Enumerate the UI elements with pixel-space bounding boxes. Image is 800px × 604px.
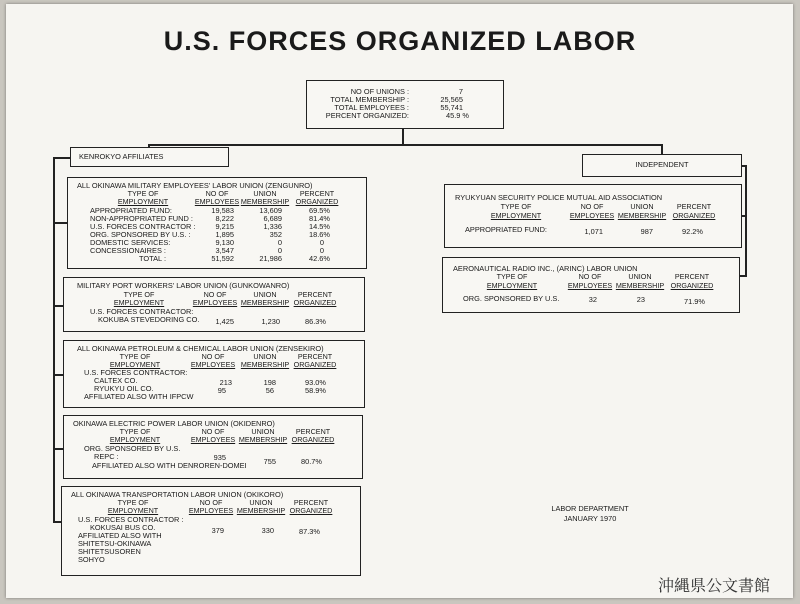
union-name: MILITARY PORT WORKERS' LABOR UNION (GUNKOWANRO) (77, 281, 290, 290)
row-percent: 80.7% (301, 457, 322, 466)
row-employees: 1,895 (215, 230, 234, 239)
row-type: CONCESSIONAIRES : (90, 246, 166, 255)
row-percent: 86.3% (305, 317, 326, 326)
affiliation-note: AFFILIATED ALSO WITH IFPCW (84, 392, 194, 401)
connector-branch-1 (53, 222, 67, 224)
row-percent: 69.5% (309, 206, 330, 215)
row-membership: 755 (263, 457, 276, 466)
row-percent: 18.6% (309, 230, 330, 239)
row-employees: 1,425 (215, 317, 234, 326)
row-type: U.S. FORCES CONTRACTOR: (90, 307, 194, 316)
row-type: RYUKYU OIL CO. (94, 384, 154, 393)
row-employees: 213 (219, 378, 232, 387)
row-membership: 198 (263, 378, 276, 387)
row-type: NON-APPROPRIATED FUND : (90, 214, 193, 223)
row-type: ORG. SPONSORED BY U.S. (463, 294, 560, 303)
row-employees: 3,547 (215, 246, 234, 255)
union-box-zengunro: ALL OKINAWA MILITARY EMPLOYEES' LABOR UNION (ZENGUNRO) TYPE OF EMPLOYMENT NO OF EMPLOYEES UNION MEMBERSHIP PERCENT ORGANIZED APPROPRIATED FUND: 19,583 13,609 69.5% NON-APPROPRIATED FUND : 8,222 6,689 81.4% U.S. FORCES CONTRACTOR : 9,215 1,336 14.5% ORG. SPONSORED BY U.S. : 1,895 352 18.6% DOMESTIC SERVICES: 9,130 0 0 CONCESSIONAIRES : 3,547 0 0 TOTAL : 51,592 21,986 42.6% (67, 177, 367, 269)
row-membership: 987 (640, 227, 653, 236)
row-employees: 9,130 (215, 238, 234, 247)
summary-label: PERCENT ORGANIZED: (325, 111, 409, 120)
row-employees: 51,592 (211, 254, 234, 263)
row-type: KOKUSAI BUS CO. (90, 523, 156, 532)
union-box-gunkowanro: MILITARY PORT WORKERS' LABOR UNION (GUNKOWANRO) TYPE OF EMPLOYMENT NO OF EMPLOYEES UNION MEMBERSHIP PERCENT ORGANIZED U.S. FORCES CONTRACTOR: KOKUBA STEVEDORING CO. 1,425 1,230 86.3% (63, 277, 365, 332)
row-percent: 58.9% (305, 386, 326, 395)
row-membership: 56 (265, 386, 274, 395)
connector-right-down (661, 144, 663, 154)
page-title: U.S. FORCES ORGANIZED LABOR (163, 26, 637, 56)
union-name: OKINAWA ELECTRIC POWER LABOR UNION (OKIDENRO) (73, 419, 275, 428)
summary-value: 7 (458, 87, 463, 96)
row-type: U.S. FORCES CONTRACTOR : (90, 222, 196, 231)
union-name: RYUKYUAN SECURITY POLICE MUTUAL AID ASSOCIATION (455, 193, 663, 202)
row-percent: 92.2% (682, 227, 703, 236)
row-type: ORG. SPONSORED BY U.S. (84, 444, 181, 453)
connector-kenrokyo-trunk (53, 157, 55, 522)
row-employees: 95 (217, 386, 226, 395)
union-name: ALL OKINAWA PETROLEUM & CHEMICAL LABOR UNION (ZENSEKIRO) (77, 344, 324, 353)
row-percent: 42.6% (309, 254, 330, 263)
footer-department: LABOR DEPARTMENT (551, 504, 629, 513)
affiliation-note: AFFILIATED ALSO WITH (78, 531, 162, 540)
footer-block (530, 504, 650, 524)
row-type: KOKUBA STEVEDORING CO. (98, 315, 200, 324)
affiliation-note: SOHYO (78, 555, 105, 564)
connector-independent-trunk (745, 165, 747, 275)
row-membership: 23 (636, 295, 645, 304)
row-type: CALTEX CO. (94, 376, 138, 385)
connector-summary-down (402, 127, 404, 145)
connector-horizontal (148, 144, 662, 146)
summary-box (306, 80, 504, 129)
row-type: U.S. FORCES CONTRACTOR: (84, 368, 188, 377)
footer-date: JANUARY 1970 (563, 514, 617, 523)
union-box-arinc: AERONAUTICAL RADIO INC., (ARINC) LABOR UNION TYPE OF EMPLOYMENT NO OF EMPLOYEES UNION MEMBERSHIP PERCENT ORGANIZED ORG. SPONSORED BY U.S. 32 23 71.9% (442, 257, 740, 313)
connector-branch-2 (53, 305, 63, 307)
summary-label: TOTAL EMPLOYEES : (334, 103, 409, 112)
row-type: APPROPRIATED FUND: (465, 225, 547, 234)
row-employees: 19,583 (211, 206, 234, 215)
row-percent: 14.5% (309, 222, 330, 231)
row-employees: 32 (588, 295, 597, 304)
row-membership: 21,986 (259, 254, 282, 263)
row-membership: 13,609 (259, 206, 282, 215)
summary-value: 45.9 % (445, 111, 469, 120)
row-membership: 352 (269, 230, 282, 239)
row-type: U.S. FORCES CONTRACTOR : (78, 515, 184, 524)
row-membership: 1,230 (261, 317, 280, 326)
union-name: ALL OKINAWA TRANSPORTATION LABOR UNION (OKIKORO) (71, 490, 284, 499)
union-name: ALL OKINAWA MILITARY EMPLOYEES' LABOR UNION (ZENGUNRO) (77, 181, 313, 190)
row-employees: 9,215 (215, 222, 234, 231)
summary-label: TOTAL MEMBERSHIP : (330, 95, 409, 104)
summary-value: 55,741 (440, 103, 463, 112)
row-membership: 0 (277, 238, 282, 247)
row-percent: 87.3% (299, 527, 320, 536)
row-type: TOTAL : (139, 254, 166, 263)
row-percent: 0 (319, 246, 324, 255)
row-employees: 8,222 (215, 214, 234, 223)
independent-group-label: INDEPENDENT (582, 154, 742, 177)
affiliation-note: SHITETSU-OKINAWA (78, 539, 152, 548)
union-box-okidenro: OKINAWA ELECTRIC POWER LABOR UNION (OKIDENRO) TYPE OF EMPLOYMENT NO OF EMPLOYEES UNION MEMBERSHIP PERCENT ORGANIZED ORG. SPONSORED BY U.S. REPC : 935 755 80.7% AFFILIATED ALSO WITH DENROREN-DOMEI (63, 415, 363, 479)
row-type: APPROPRIATED FUND: (90, 206, 172, 215)
summary-label: NO OF UNIONS : (350, 87, 409, 96)
kenrokyo-group-label: KENROKYO AFFILIATES (70, 147, 229, 167)
summary-value: 25,565 (440, 95, 463, 104)
row-employees: 935 (213, 453, 226, 462)
row-membership: 1,336 (263, 222, 282, 231)
row-type: ORG. SPONSORED BY U.S. : (90, 230, 191, 239)
affiliation-note: AFFILIATED ALSO WITH DENROREN-DOMEI (92, 461, 247, 470)
row-type: REPC : (94, 452, 119, 461)
union-name: AERONAUTICAL RADIO INC., (ARINC) LABOR UNION (453, 264, 638, 273)
archive-stamp: 沖縄県公文書館 (657, 576, 770, 595)
connector-branch-3 (53, 374, 63, 376)
row-membership: 0 (277, 246, 282, 255)
row-employees: 379 (211, 526, 224, 535)
row-percent: 71.9% (684, 297, 705, 306)
union-box-zensekiro: ALL OKINAWA PETROLEUM & CHEMICAL LABOR UNION (ZENSEKIRO) TYPE OF EMPLOYMENT NO OF EMPLOYEES UNION MEMBERSHIP PERCENT ORGANIZED U.S. FORCES CONTRACTOR: CALTEX CO. 213 198 93.0% RYUKYU OIL CO. 95 56 58.9% AFFILIATED ALSO WITH IFPCW (63, 340, 365, 408)
connector-branch-4 (53, 448, 63, 450)
connector-branch-5 (53, 521, 61, 523)
row-percent: 93.0% (305, 378, 326, 387)
affiliation-note: SHITETSUSOREN (78, 547, 141, 556)
row-type: DOMESTIC SERVICES: (90, 238, 171, 247)
row-employees: 1,071 (584, 227, 603, 236)
union-box-ryukyuan-security: RYUKYUAN SECURITY POLICE MUTUAL AID ASSOCIATION TYPE OF EMPLOYMENT NO OF EMPLOYEES UNION MEMBERSHIP PERCENT ORGANIZED APPROPRIATED FUND: 1,071 987 92.2% (444, 184, 742, 248)
row-membership: 330 (261, 526, 274, 535)
row-percent: 81.4% (309, 214, 330, 223)
connector-kenrokyo-top (53, 157, 70, 159)
row-percent: 0 (319, 238, 324, 247)
union-box-okikoro: ALL OKINAWA TRANSPORTATION LABOR UNION (OKIKORO) TYPE OF EMPLOYMENT NO OF EMPLOYEES UNION MEMBERSHIP PERCENT ORGANIZED U.S. FORCES CONTRACTOR : KOKUSAI BUS CO. 379 330 87.3% AFFILIATED ALSO WITH SHITETSU-OKINAWA SHITETSUSOREN SOHYO (61, 486, 361, 576)
row-membership: 6,689 (263, 214, 282, 223)
